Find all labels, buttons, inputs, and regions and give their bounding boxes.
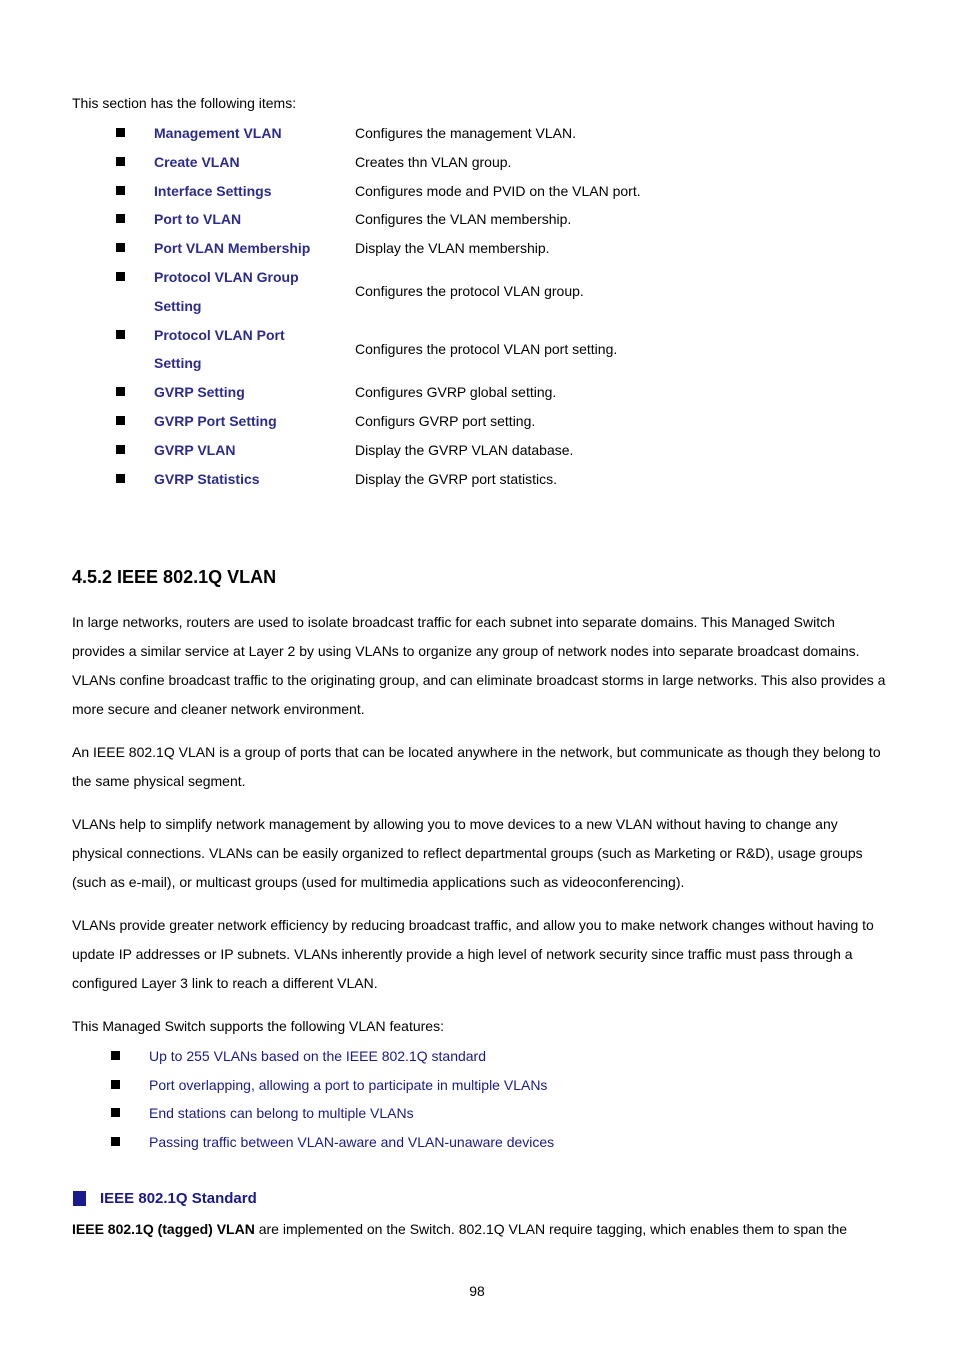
item-link[interactable]: Create VLAN <box>154 153 240 170</box>
paragraph: An IEEE 802.1Q VLAN is a group of ports that can be located anywhere in the network, but communicate as though they belong to the same physical segment. <box>72 744 881 789</box>
list-item <box>72 1099 772 1128</box>
item-link[interactable]: GVRP Statistics <box>154 470 260 487</box>
list-item <box>72 148 772 177</box>
paragraph-text: are implemented on the Switch. 802.1Q VLAN require tagging, which enables them to span the <box>254 1221 848 1237</box>
paragraph: This Managed Switch supports the following VLAN features: <box>72 1018 444 1034</box>
square-bullet-icon <box>116 474 125 483</box>
list-item <box>72 436 772 465</box>
list-item <box>72 1128 772 1157</box>
list-item <box>72 119 772 148</box>
square-marker-icon <box>73 1191 86 1206</box>
paragraph <box>72 1219 887 1239</box>
item-link[interactable]: GVRP VLAN <box>154 441 236 458</box>
square-bullet-icon <box>111 1108 120 1117</box>
item-link[interactable] <box>154 321 344 379</box>
item-link[interactable]: Management VLAN <box>154 125 282 141</box>
feature-text: Port overlapping, allowing a port to participate in multiple VLANs <box>149 1076 548 1093</box>
feature-text: Up to 255 VLANs based on the IEEE 802.1Q standard <box>149 1048 486 1064</box>
list-item <box>72 321 772 379</box>
item-link[interactable]: Port to VLAN <box>154 211 242 228</box>
item-description: Configures the VLAN membership. <box>355 211 572 228</box>
item-link-line2: Setting <box>154 297 202 314</box>
feature-list <box>72 1042 772 1157</box>
list-item <box>72 263 772 321</box>
intro-text: This section has the following items: <box>72 95 297 111</box>
square-bullet-icon <box>111 1137 120 1146</box>
item-link-line1: Protocol VLAN Group <box>154 268 299 285</box>
list-item <box>72 378 772 407</box>
item-description: Display the VLAN membership. <box>355 240 550 257</box>
item-description: Configurs GVRP port setting. <box>355 412 536 429</box>
list-item <box>72 407 772 436</box>
square-bullet-icon <box>116 272 125 281</box>
item-description: Configures mode and PVID on the VLAN port. <box>355 182 641 199</box>
item-link-line2: Setting <box>154 355 202 372</box>
list-item <box>72 465 772 494</box>
paragraph: In large networks, routers are used to isolate broadcast traffic for each subnet into separate domains. This Managed Switch provides a similar service at Layer 2 by using VLANs to organize any group of network nodes into separate broadcast domains. VLANs confine broadcast traffic to the originating group, and can eliminate broadcast storms in large networks. This also provides a more secure and cleaner network environment. <box>72 614 886 717</box>
item-link[interactable]: Port VLAN Membership <box>154 240 311 257</box>
item-link[interactable]: Interface Settings <box>154 182 272 199</box>
section-heading: 4.5.2 IEEE 802.1Q VLAN <box>72 567 277 587</box>
item-link[interactable] <box>154 263 344 321</box>
list-item <box>72 1071 772 1100</box>
item-link[interactable]: GVRP Setting <box>154 384 245 401</box>
square-bullet-icon <box>111 1080 120 1089</box>
item-description: Configures GVRP global setting. <box>355 384 557 401</box>
item-list <box>72 119 772 493</box>
bold-term: IEEE 802.1Q (tagged) VLAN <box>72 1221 255 1237</box>
item-description: Display the GVRP VLAN database. <box>355 441 574 458</box>
feature-text: End stations can belong to multiple VLANs <box>149 1105 414 1122</box>
list-item <box>72 234 772 263</box>
item-description: Creates thn VLAN group. <box>355 153 512 170</box>
page-number: 98 <box>469 1283 485 1299</box>
item-link-line1: Protocol VLAN Port <box>154 326 285 343</box>
square-bullet-icon <box>116 416 125 425</box>
square-bullet-icon <box>116 128 125 137</box>
item-description: Configures the protocol VLAN group. <box>355 283 584 300</box>
square-bullet-icon <box>116 243 125 252</box>
item-description: Configures the protocol VLAN port setting. <box>355 340 618 357</box>
list-item <box>72 1042 772 1071</box>
item-description: Display the GVRP port statistics. <box>355 470 558 487</box>
square-bullet-icon <box>116 157 125 166</box>
feature-text: Passing traffic between VLAN-aware and VLAN-unaware devices <box>149 1134 555 1151</box>
list-item <box>72 177 772 206</box>
square-bullet-icon <box>116 330 125 339</box>
item-description: Configures the management VLAN. <box>355 125 577 141</box>
subsection-heading <box>72 1190 257 1207</box>
square-bullet-icon <box>116 387 125 396</box>
square-bullet-icon <box>111 1051 120 1060</box>
square-bullet-icon <box>116 214 125 223</box>
list-item <box>72 205 772 234</box>
paragraph: VLANs help to simplify network management by allowing you to move devices to a new VLAN without having to change any physical connections. VLANs can be easily organized to reflect departmental groups (such as Marketing or R&D), usage groups (such as e-mail), or multicast groups (used for multimedia applications such as videoconferencing). <box>72 816 863 890</box>
paragraph: VLANs provide greater network efficiency by reducing broadcast traffic, and allow you to make network changes without having to update IP addresses or IP subnets. VLANs inherently provide a high level of network security since traffic must pass through a configured Layer 3 link to reach a different VLAN. <box>72 917 874 991</box>
square-bullet-icon <box>116 186 125 195</box>
subsection-heading-text: IEEE 802.1Q Standard <box>100 1190 257 1207</box>
item-link[interactable]: GVRP Port Setting <box>154 412 277 429</box>
square-bullet-icon <box>116 445 125 454</box>
